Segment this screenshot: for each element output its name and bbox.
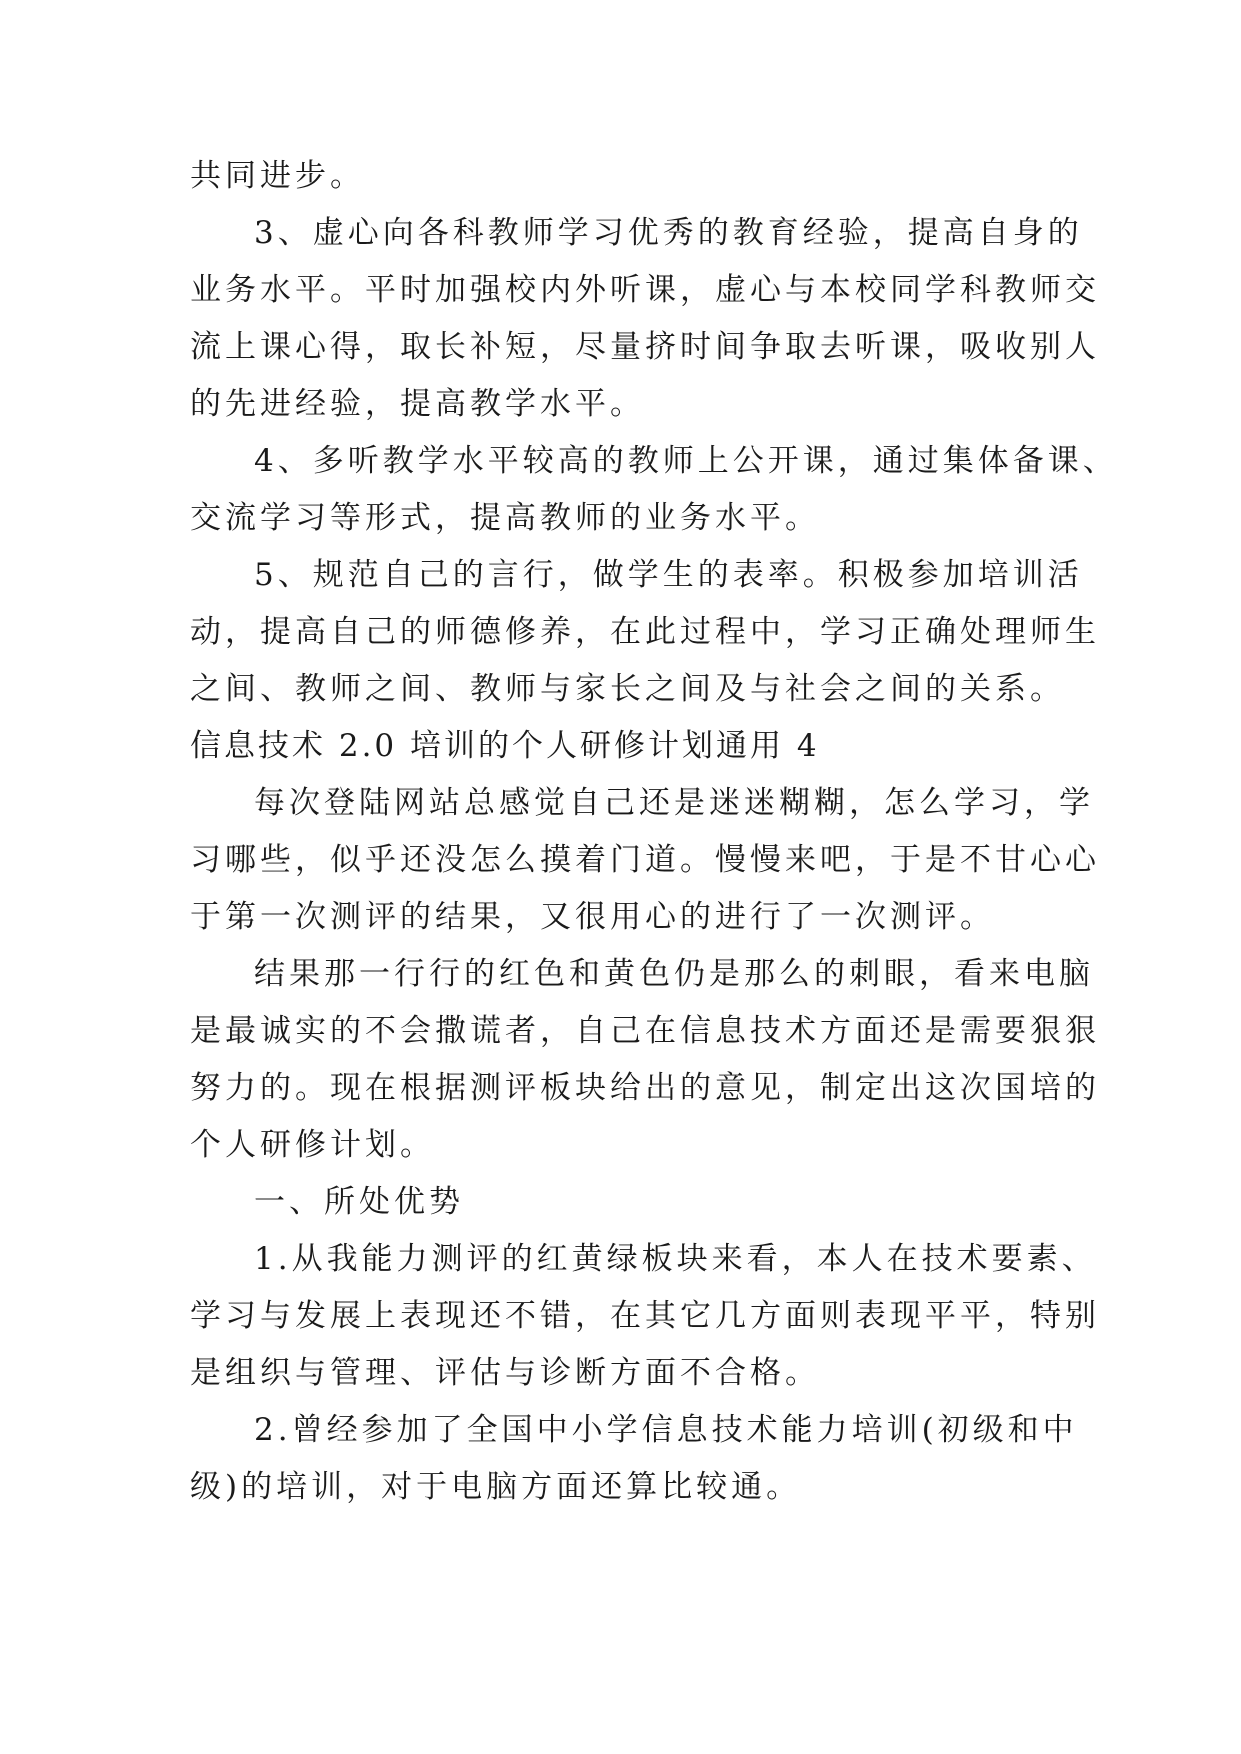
paragraph-line: 个人研修计划。 [190, 1127, 435, 1163]
paragraph-line: 是最诚实的不会撒谎者，自己在信息技术方面还是需要狠狠 [190, 1013, 1100, 1049]
paragraph-line: 动，提高自己的师德修养，在此过程中，学习正确处理师生 [190, 614, 1100, 650]
document-page [190, 148, 1118, 1516]
section-heading: 信息技术 2.0 培训的个人研修计划通用 4 [190, 728, 820, 764]
paragraph-line: 5、规范自己的言行，做学生的表率。积极参加培训活 [254, 557, 1083, 593]
paragraph-line: 是组织与管理、评估与诊断方面不合格。 [190, 1355, 820, 1391]
paragraph-line: 3、虚心向各科教师学习优秀的教育经验，提高自身的 [254, 215, 1083, 251]
paragraph-line: 学习与发展上表现还不错，在其它几方面则表现平平，特别 [190, 1298, 1100, 1334]
paragraph-line: 共同进步。 [190, 158, 365, 194]
paragraph-line: 级)的培训，对于电脑方面还算比较通。 [190, 1469, 802, 1505]
subsection-heading: 一、所处优势 [254, 1184, 464, 1220]
paragraph-line: 之间、教师之间、教师与家长之间及与社会之间的关系。 [190, 671, 1065, 707]
paragraph-line: 于第一次测评的结果，又很用心的进行了一次测评。 [190, 899, 995, 935]
paragraph-line: 每次登陆网站总感觉自己还是迷迷糊糊，怎么学习，学 [254, 785, 1094, 821]
paragraph-line: 习哪些，似乎还没怎么摸着门道。慢慢来吧，于是不甘心心 [190, 842, 1100, 878]
paragraph-line: 业务水平。平时加强校内外听课，虚心与本校同学科教师交 [190, 272, 1100, 308]
paragraph-line: 的先进经验，提高教学水平。 [190, 386, 645, 422]
paragraph-line: 结果那一行行的红色和黄色仍是那么的刺眼，看来电脑 [254, 956, 1094, 992]
paragraph-line: 流上课心得，取长补短，尽量挤时间争取去听课，吸收别人 [190, 329, 1100, 365]
paragraph-line: 4、多听教学水平较高的教师上公开课，通过集体备课、 [254, 443, 1118, 479]
paragraph-line: 交流学习等形式，提高教师的业务水平。 [190, 500, 820, 536]
paragraph-line: 努力的。现在根据测评板块给出的意见，制定出这次国培的 [190, 1070, 1100, 1106]
paragraph-line: 1.从我能力测评的红黄绿板块来看，本人在技术要素、 [254, 1241, 1097, 1277]
paragraph-line: 2.曾经参加了全国中小学信息技术能力培训(初级和中 [254, 1412, 1078, 1448]
